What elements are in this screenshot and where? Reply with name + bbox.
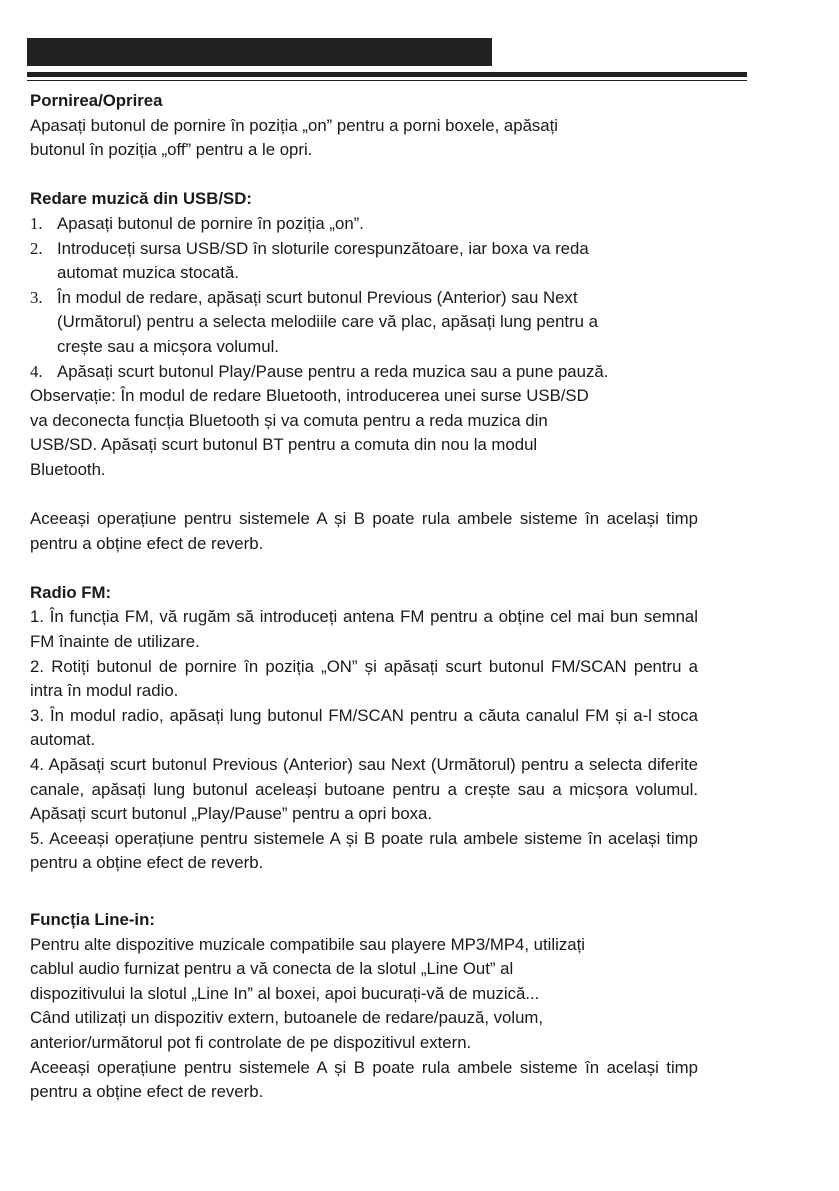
radio-step: 5. Aceeași operațiune pentru sistemele A și B poate rula ambele sisteme în același timp pentru a obține efect de reverb. <box>30 828 698 873</box>
radio-step: 2. Rotiți butonul de pornire în poziția „ON” și apăsați scurt butonul FM/SCAN pentru a intra în modul radio. <box>30 656 698 701</box>
usb-sd-steps <box>30 212 698 384</box>
paragraph-line: Pentru alte dispozitive muzicale compatibile sau playere MP3/MP4, utilizați <box>30 934 585 954</box>
paragraph-line: Apasați butonul de pornire în poziția „on” pentru a porni boxele, apăsați <box>30 115 559 135</box>
header-rule-thick <box>27 72 747 77</box>
list-item <box>30 286 698 360</box>
list-text: crește sau a micșora volumul. <box>57 336 279 356</box>
reverb-paragraph: Aceeași operațiune pentru sistemele A și B poate rula ambele sisteme în același timp pentru a obține efect de reverb. <box>30 509 698 553</box>
paragraph-line: anterior/următorul pot fi controlate de pe dispozitivul extern. <box>30 1032 472 1052</box>
list-number: 1. <box>30 213 43 233</box>
radio-step: 1. În funcția FM, vă rugăm să introduceți antena FM pentru a obține cel mai bun semnal FM înainte de utilizare. <box>30 607 698 652</box>
radio-step: 4. Apăsați scurt butonul Previous (Anterior) sau Next (Următorul) pentru a selecta diferite canale, apăsați lung butonul aceleași butoane pentru a crește sau a micșora volumul. Apăsați scurt butonul „Play/Pause” pentru a opri boxa. <box>30 755 698 824</box>
note-line: Observație: În modul de redare Bluetooth, introducerea unei surse USB/SD <box>30 386 589 406</box>
list-item <box>30 237 698 286</box>
header-rule-thin <box>27 80 747 81</box>
section-title-line-in: Funcția Line-in: <box>30 910 155 929</box>
content <box>30 89 698 1105</box>
section-title-usb-sd: Redare muzică din USB/SD: <box>30 189 252 209</box>
list-text: Apăsați scurt butonul Play/Pause pentru a reda muzica sau a pune pauză. <box>57 361 609 381</box>
radio-step: 3. În modul radio, apăsați lung butonul FM/SCAN pentru a căuta canalul FM și a-l stoca automat. <box>30 705 698 750</box>
list-text: automat muzica stocată. <box>57 263 239 283</box>
list-item <box>30 212 698 237</box>
list-text: Apasați butonul de pornire în poziția „on”. <box>57 213 364 233</box>
list-number: 3. <box>30 287 43 307</box>
paragraph-line: cablul audio furnizat pentru a vă conecta de la slotul „Line Out” al <box>30 959 514 979</box>
section-title-power: Pornirea/Oprirea <box>30 91 163 110</box>
paragraph-line: butonul în poziția „off” pentru a le opri. <box>30 140 313 160</box>
paragraph-line: dispozitivului la slotul „Line In” al boxei, apoi bucurați-vă de muzică... <box>30 983 540 1003</box>
list-text: În modul de redare, apăsați scurt butonul Previous (Anterior) sau Next <box>57 287 578 307</box>
list-text: (Următorul) pentru a selecta melodiile care vă plac, apăsați lung pentru a <box>57 312 599 332</box>
paragraph-line: Când utilizați un dispozitiv extern, butoanele de redare/pauză, volum, <box>30 1008 544 1028</box>
note-line: USB/SD. Apăsați scurt butonul BT pentru a comuta din nou la modul <box>30 435 538 455</box>
list-number: 2. <box>30 238 43 258</box>
list-number: 4. <box>30 361 43 381</box>
section-title-radio-fm: Radio FM: <box>30 582 112 602</box>
list-item <box>30 360 698 385</box>
reverb-paragraph: Aceeași operațiune pentru sistemele A și B poate rula ambele sisteme în același timp pentru a obține efect de reverb. <box>30 1057 698 1102</box>
note-line: va deconecta funcția Bluetooth și va comuta pentru a reda muzica din <box>30 410 548 430</box>
note-line: Bluetooth. <box>30 459 106 479</box>
header-bar <box>27 38 492 66</box>
list-text: Introduceți sursa USB/SD în sloturile corespunzătoare, iar boxa va reda <box>57 238 589 258</box>
